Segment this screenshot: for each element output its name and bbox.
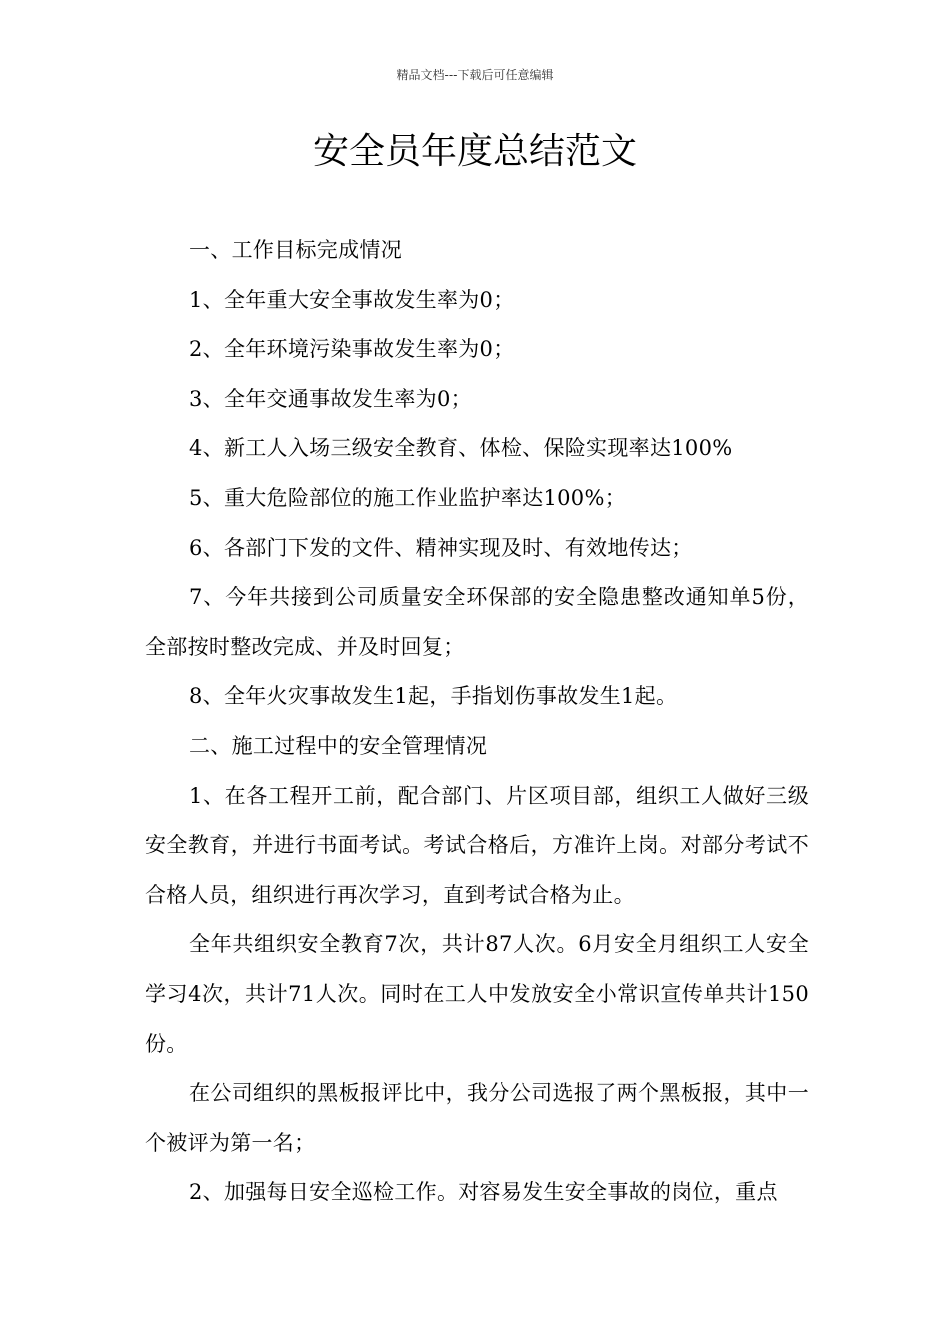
- paragraph: 4、新工人入场三级安全教育、体检、保险实现率达100%: [189, 436, 733, 461]
- paragraph: 2、加强每日安全巡检工作。对容易发生安全事故的岗位，重点: [189, 1180, 778, 1205]
- paragraph: 3、全年交通事故发生率为0；: [189, 386, 472, 411]
- section-heading-2: 二、施工过程中的安全管理情况: [189, 733, 488, 758]
- header-note: 精品文档---下载后可任意编辑: [396, 68, 554, 82]
- paragraph: 2、全年环境污染事故发生率为0；: [189, 337, 515, 362]
- paragraph: 7、今年共接到公司质量安全环保部的安全隐患整改通知单5份，全部按时整改完成、并及时回复；: [145, 585, 809, 659]
- paragraph: 1、全年重大安全事故发生率为0；: [189, 287, 515, 312]
- paragraph: 8、全年火灾事故发生1起，手指划伤事故发生1起。: [189, 684, 678, 709]
- paragraph: 5、重大危险部位的施工作业监护率达100%；: [189, 485, 626, 510]
- paragraph: 在公司组织的黑板报评比中，我分公司选报了两个黑板报，其中一个被评为第一名；: [145, 1081, 809, 1155]
- paragraph: 1、在各工程开工前，配合部门、片区项目部，组织工人做好三级安全教育，并进行书面考试。考试合格后，方准许上岗。对部分考试不合格人员，组织进行再次学习，直到考试合格为止。: [145, 783, 809, 907]
- document-title: 安全员年度总结范文: [312, 131, 637, 172]
- paragraph: 6、各部门下发的文件、精神实现及时、有效地传达；: [189, 535, 693, 560]
- paragraph: 全年共组织安全教育7次，共计87人次。6月安全月组织工人安全学习4次，共计71人次。同时在工人中发放安全小常识宣传单共计150份。: [145, 932, 809, 1056]
- section-heading-1: 一、工作目标完成情况: [189, 238, 402, 262]
- document-body: [145, 226, 809, 1218]
